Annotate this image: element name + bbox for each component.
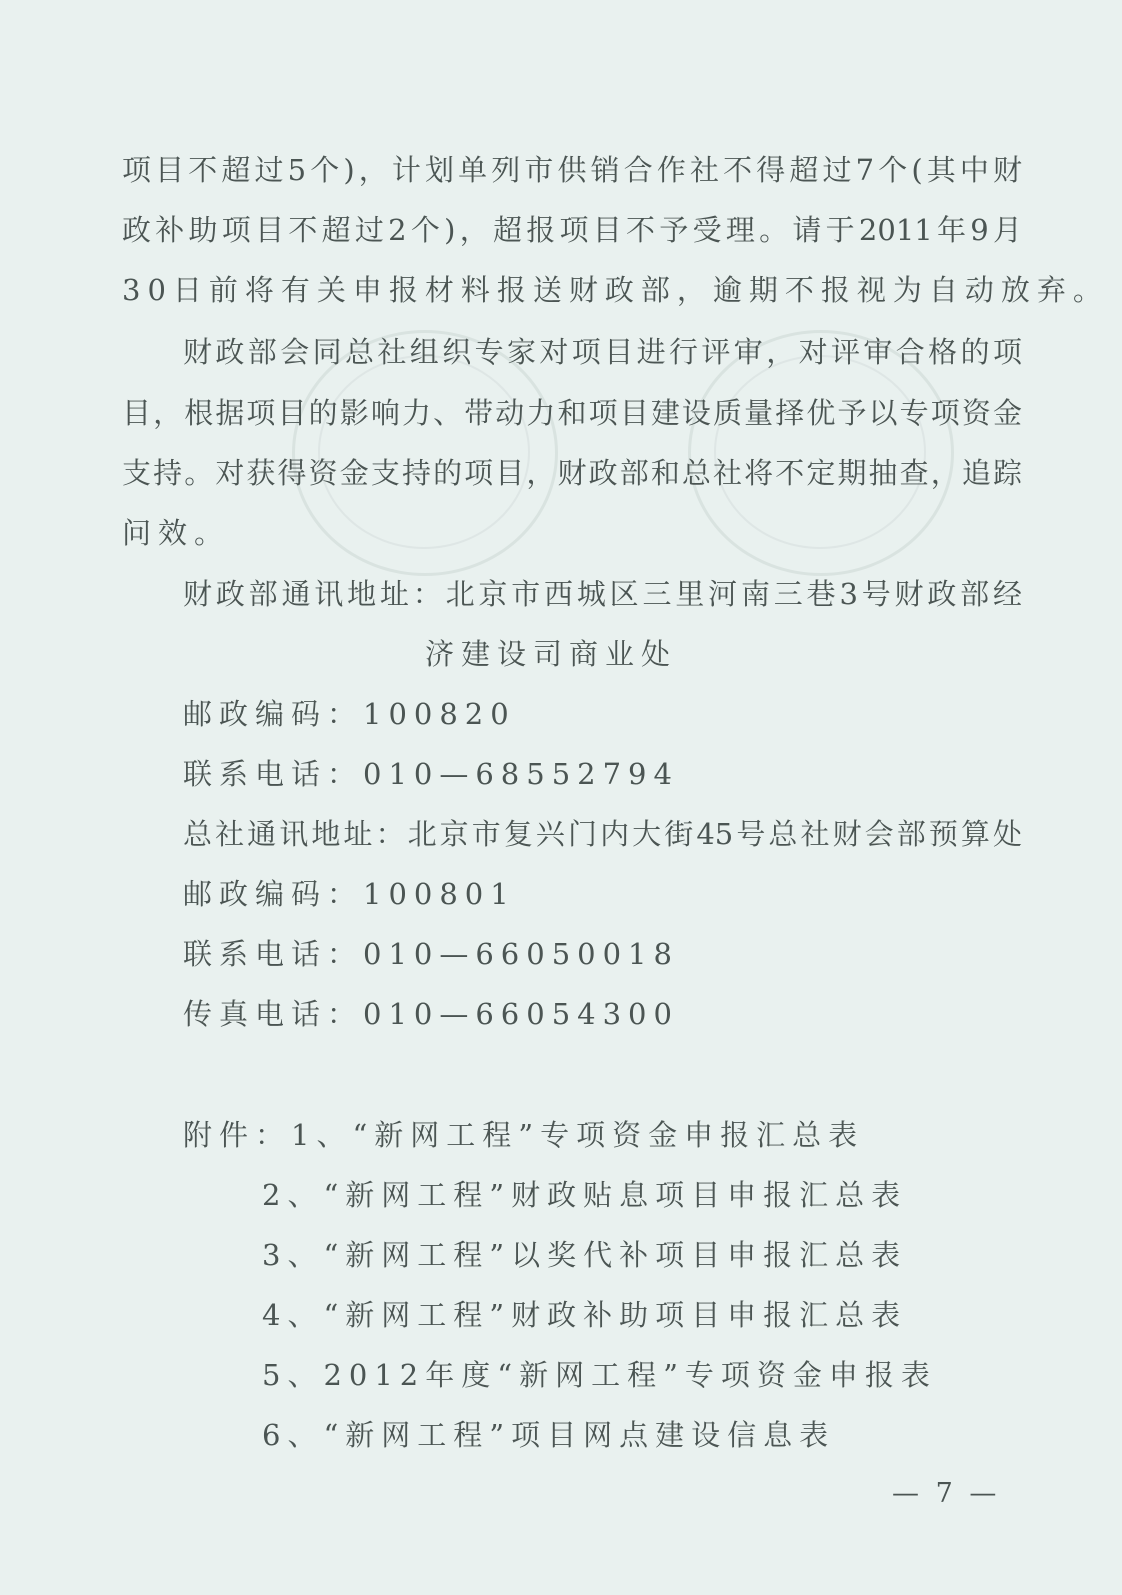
paragraph-1-line-2: 政补助项目不超过2个)，超报项目不予受理。请于2011年9月 bbox=[122, 213, 1022, 247]
seal-stamp-left-inner bbox=[318, 355, 530, 549]
attachment-item-5: 5、2012年度“新网工程”专项资金申报表 bbox=[262, 1358, 937, 1392]
paragraph-1-line-3: 30日前将有关申报材料报送财政部，逾期不报视为自动放弃。 bbox=[122, 273, 1109, 307]
coop-fax: 传真电话：010—66054300 bbox=[183, 997, 679, 1031]
mof-postcode: 邮政编码：100820 bbox=[183, 697, 516, 731]
mof-address-line-2: 济建设司商业处 bbox=[425, 637, 678, 671]
attachment-item-2: 2、“新网工程”财政贴息项目申报汇总表 bbox=[262, 1178, 908, 1212]
mof-address-line-1: 财政部通讯地址：北京市西城区三里河南三巷3号财政部经 bbox=[183, 577, 1022, 611]
coop-phone: 联系电话：010—66050018 bbox=[183, 937, 679, 971]
page-number: — 7 — bbox=[892, 1478, 1001, 1509]
coop-address: 总社通讯地址：北京市复兴门内大街45号总社财会部预算处 bbox=[183, 817, 1022, 851]
seal-stamp-right-inner bbox=[714, 355, 926, 549]
paragraph-2-line-4: 问效。 bbox=[122, 516, 231, 550]
coop-postcode: 邮政编码：100801 bbox=[183, 877, 516, 911]
attachment-item-6: 6、“新网工程”项目网点建设信息表 bbox=[262, 1418, 836, 1452]
mof-phone: 联系电话：010—68552794 bbox=[183, 757, 679, 791]
paragraph-2-line-2: 目，根据项目的影响力、带动力和项目建设质量择优予以专项资金 bbox=[122, 396, 1022, 430]
attachment-item-1: 附件：1、“新网工程”专项资金申报汇总表 bbox=[183, 1118, 865, 1152]
paragraph-2-line-3: 支持。对获得资金支持的项目，财政部和总社将不定期抽查，追踪 bbox=[122, 456, 1022, 490]
attachment-item-4: 4、“新网工程”财政补助项目申报汇总表 bbox=[262, 1298, 908, 1332]
attachment-item-3: 3、“新网工程”以奖代补项目申报汇总表 bbox=[262, 1238, 908, 1272]
paragraph-1-line-1: 项目不超过5个)，计划单列市供销合作社不得超过7个(其中财 bbox=[122, 153, 1022, 187]
paragraph-2-line-1: 财政部会同总社组织专家对项目进行评审，对评审合格的项 bbox=[183, 335, 1022, 369]
